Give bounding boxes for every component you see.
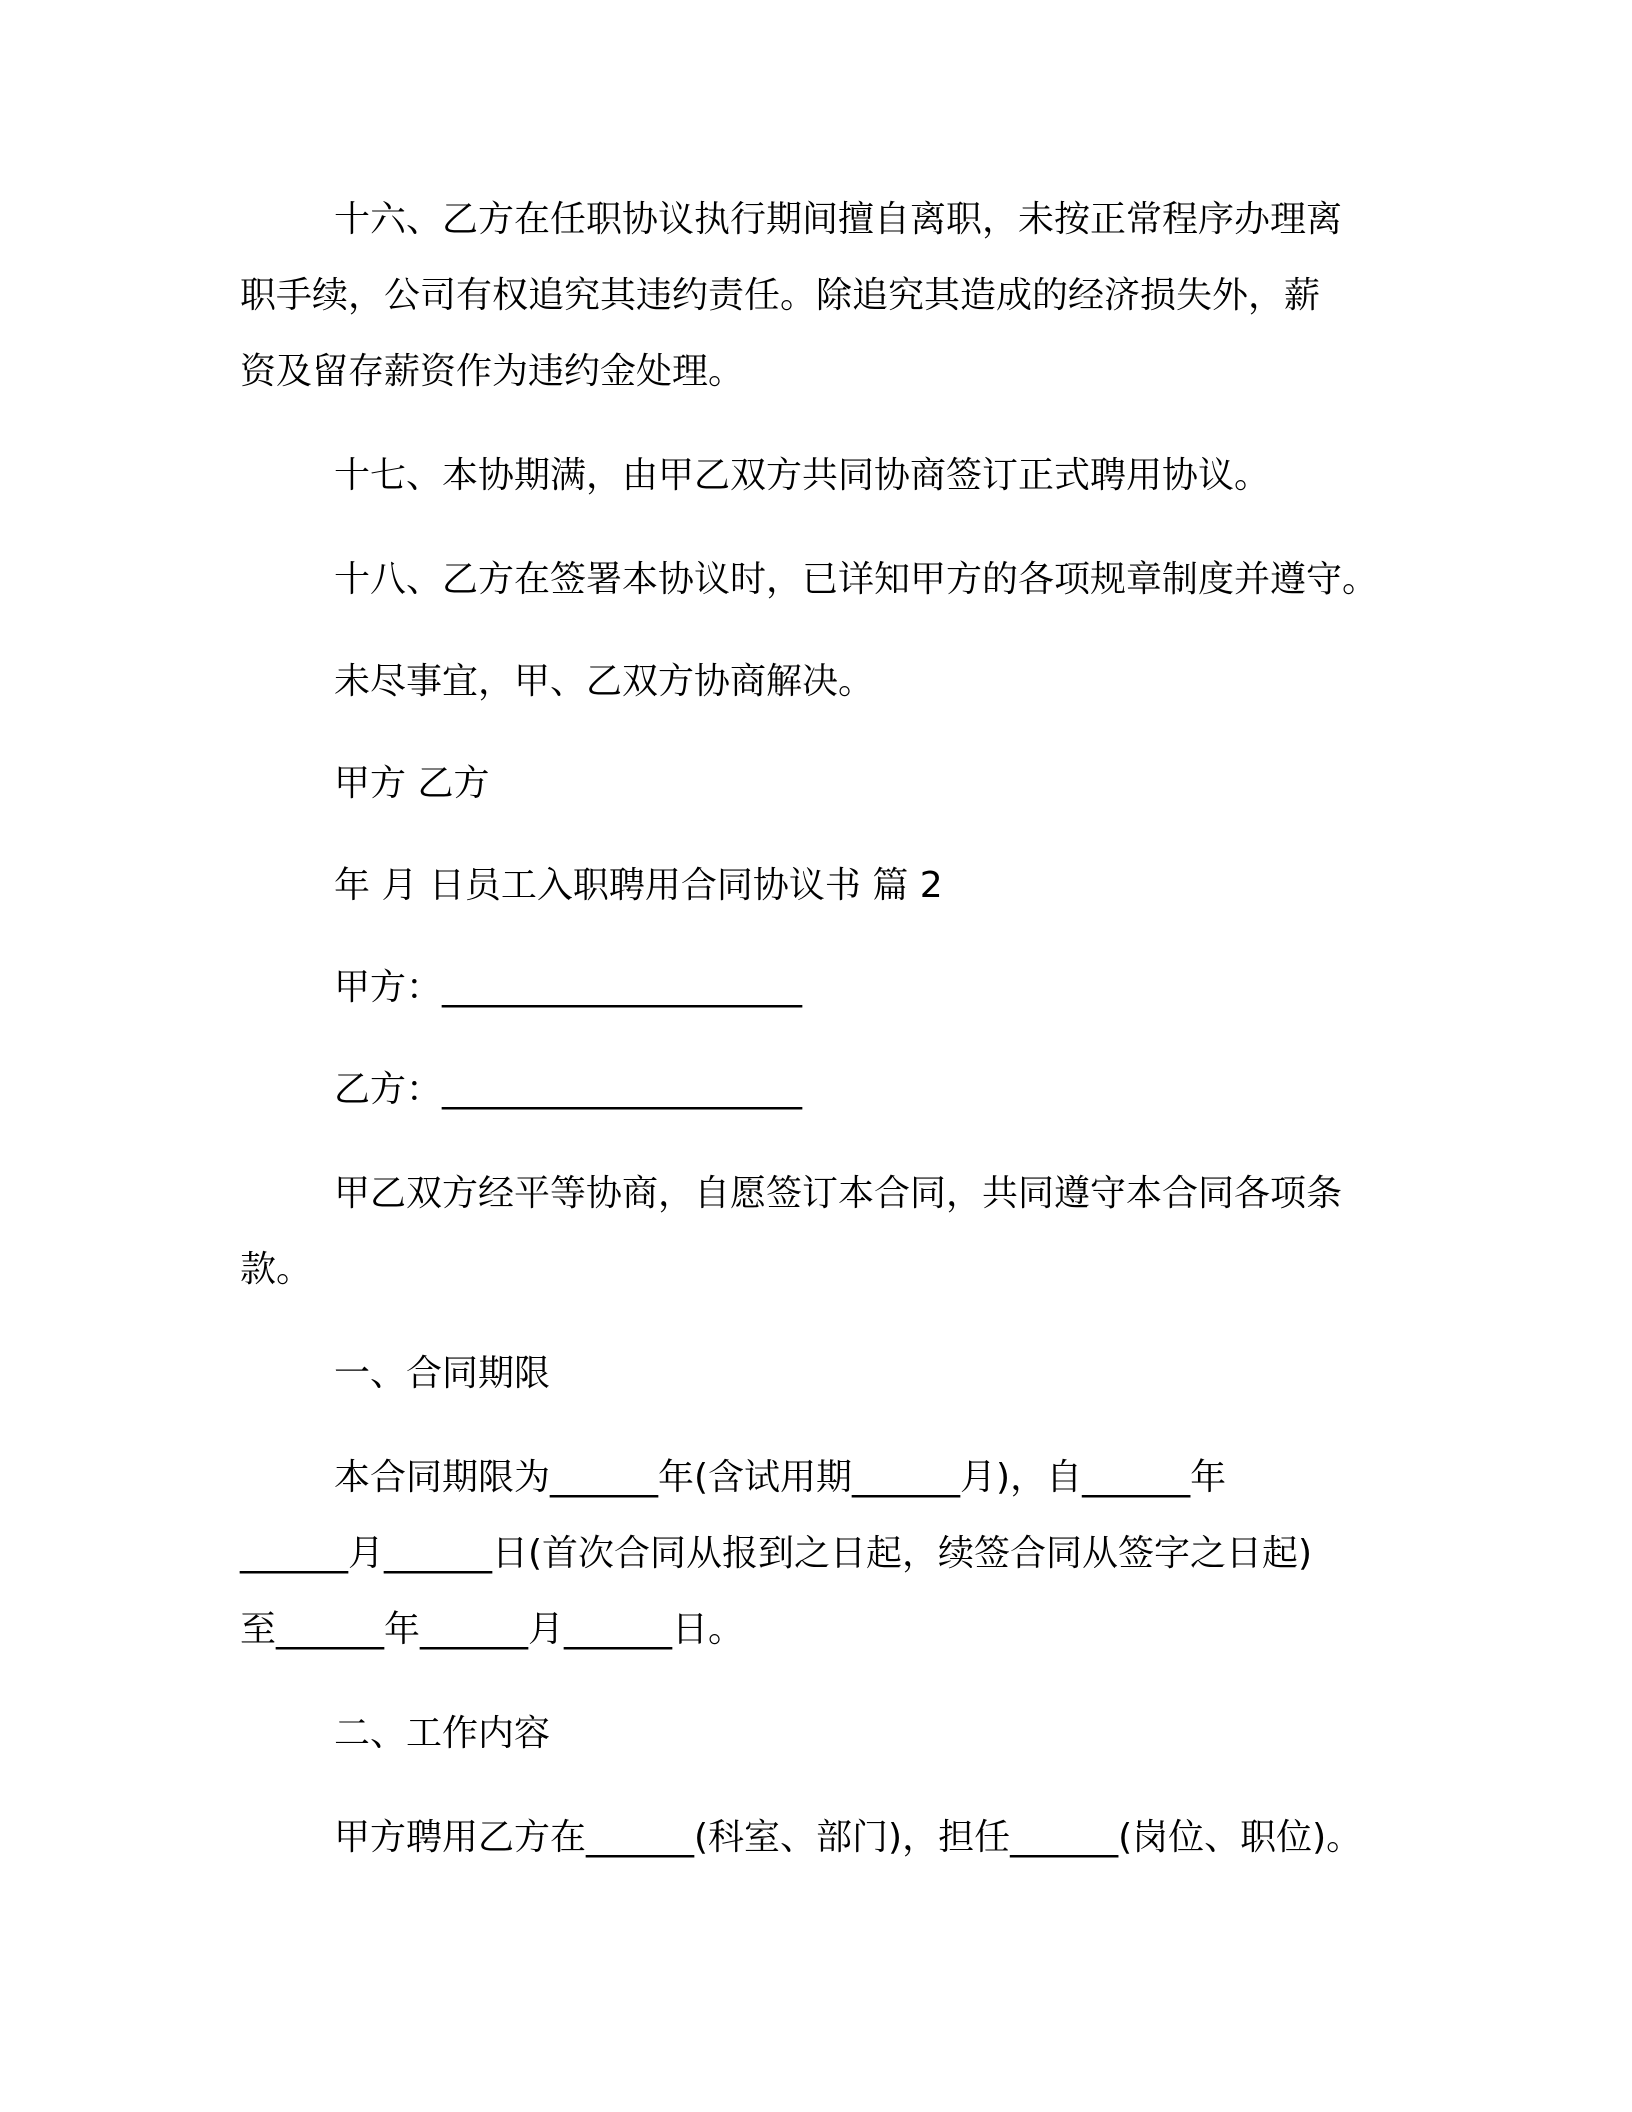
agreement-intro-line-1: 甲乙双方经平等协商，自愿签订本合同，共同遵守本合同各项条 <box>334 1173 1343 1214</box>
unresolved-matters: 未尽事宜，甲、乙双方协商解决。 <box>334 661 875 702</box>
party-b-field: 乙方：____________________ <box>334 1069 803 1110</box>
work-content-line: 甲方聘用乙方在______(科室、部门)，担任______(岗位、职位)。 <box>334 1817 1363 1858</box>
section-1-heading: 一、合同期限 <box>334 1353 551 1394</box>
contract-term-line-1: 本合同期限为______年(含试用期______月)，自______年 <box>334 1457 1227 1498</box>
agreement-intro-line-2: 款。 <box>240 1249 313 1290</box>
clause-16-line-1: 十六、乙方在任职协议执行期间擅自离职，未按正常程序办理离 <box>334 199 1343 240</box>
signature-parties: 甲方 乙方 <box>334 763 490 804</box>
date-and-title-line: 年 月 日员工入职聘用合同协议书 篇 2 <box>334 865 943 906</box>
clause-18: 十八、乙方在签署本协议时，已详知甲方的各项规章制度并遵守。 <box>334 559 1379 600</box>
clause-16-line-2: 职手续，公司有权追究其违约责任。除追究其造成的经济损失外，薪 <box>240 275 1321 316</box>
section-2-heading: 二、工作内容 <box>334 1713 551 1754</box>
clause-16-line-3: 资及留存薪资作为违约金处理。 <box>240 351 745 392</box>
contract-term-line-3: 至______年______月______日。 <box>240 1609 745 1650</box>
clause-17: 十七、本协期满，由甲乙双方共同协商签订正式聘用协议。 <box>334 455 1271 496</box>
party-a-field: 甲方：____________________ <box>334 967 803 1008</box>
contract-term-line-2: ______月______日(首次合同从报到之日起，续签合同从签字之日起) <box>240 1533 1313 1574</box>
